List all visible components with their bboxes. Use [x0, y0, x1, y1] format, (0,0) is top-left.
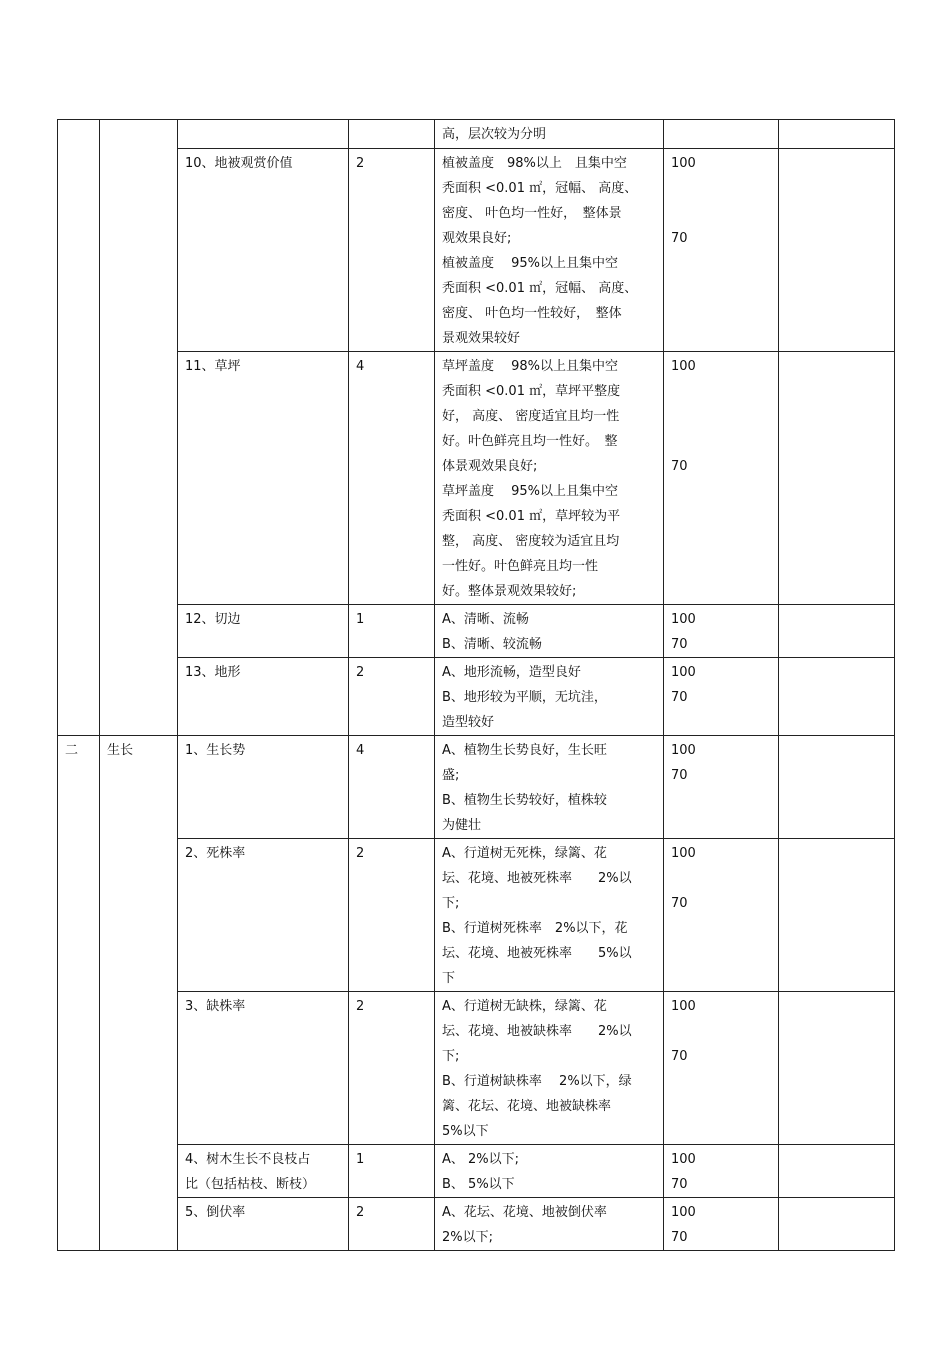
table-row — [58, 839, 895, 992]
weight-text: 2 — [356, 665, 365, 680]
weight-cell — [349, 120, 435, 149]
standard-cell — [435, 1198, 664, 1251]
weight-text: 1 — [356, 612, 365, 627]
remark-cell — [779, 1198, 895, 1251]
weight-cell — [349, 352, 435, 605]
weight-text: 1 — [356, 1152, 365, 1167]
standard-text: A、行道树无死株，绿篱、花 坛、花境、地被死株率 2%以 下; B、行道树死株率 2%以下，花 坛、花境、地被死株率 5%以 下 — [442, 846, 632, 986]
weight-text: 4 — [356, 743, 365, 758]
item-text: 4、树木生长不良枝占 比（包括枯枝、断枝） — [185, 1152, 316, 1192]
weight-text: 4 — [356, 359, 365, 374]
score-text: 100 70 — [671, 743, 696, 783]
table-row — [58, 736, 895, 839]
item-text: 11、草坪 — [185, 359, 241, 374]
score-text: 100 70 — [671, 665, 696, 705]
item-text: 1、生长势 — [185, 743, 246, 758]
item-text: 12、切边 — [185, 612, 241, 627]
weight-cell — [349, 605, 435, 658]
score-cell — [664, 658, 779, 736]
remark-cell — [779, 658, 895, 736]
remark-cell — [779, 149, 895, 352]
section-number: 二 — [65, 743, 79, 758]
score-text: 100 70 — [671, 999, 696, 1064]
standard-text: 草坪盖度 98%以上且集中空 秃面积 <0.01 ㎡，草坪平整度 好， 高度、 密度适宜且均一性 好。叶色鲜亮且均一性好。 整 体景观效果良好; 草坪盖度 95%以上且集中空 秃面积 <0.01 ㎡，草坪较为平 整， 高度、 密度较为适宜且均 一性好。叶色鲜亮且均一性 好。整体景观效果较好; — [442, 359, 621, 599]
weight-text: 2 — [356, 846, 365, 861]
table-row — [58, 352, 895, 605]
item-cell — [178, 1145, 349, 1198]
weight-cell — [349, 736, 435, 839]
section-category: 生长 — [107, 743, 134, 758]
table-row — [58, 1145, 895, 1198]
item-cell — [178, 658, 349, 736]
standard-text: A、 2%以下; B、 5%以下 — [442, 1152, 520, 1192]
weight-cell — [349, 1198, 435, 1251]
score-cell — [664, 605, 779, 658]
standard-cell — [435, 1145, 664, 1198]
remark-cell — [779, 352, 895, 605]
score-cell — [664, 839, 779, 992]
score-text: 100 70 — [671, 156, 696, 246]
item-cell — [178, 605, 349, 658]
score-text: 100 70 — [671, 1152, 696, 1192]
standard-text: A、花坛、花境、地被倒伏率 2%以下; — [442, 1205, 607, 1245]
weight-cell — [349, 1145, 435, 1198]
standard-cell — [435, 839, 664, 992]
section-category-cell — [100, 736, 178, 1251]
remark-cell — [779, 736, 895, 839]
standard-cell — [435, 352, 664, 605]
remark-cell — [779, 839, 895, 992]
col-category-cell — [100, 120, 178, 736]
standard-text: A、清晰、流畅 B、清晰、较流畅 — [442, 612, 542, 652]
weight-text: 2 — [356, 1205, 365, 1220]
table-row — [58, 992, 895, 1145]
standard-cell — [435, 992, 664, 1145]
table-row — [58, 605, 895, 658]
standard-cell — [435, 736, 664, 839]
remark-cell — [779, 605, 895, 658]
item-cell — [178, 1198, 349, 1251]
score-cell — [664, 992, 779, 1145]
evaluation-table — [57, 119, 895, 1251]
weight-cell — [349, 658, 435, 736]
table-row — [58, 149, 895, 352]
item-cell — [178, 120, 349, 149]
item-cell — [178, 839, 349, 992]
weight-cell — [349, 839, 435, 992]
table-row — [58, 120, 895, 149]
standard-text: A、行道树无缺株，绿篱、花 坛、花境、地被缺株率 2%以 下; B、行道树缺株率 2%以下，绿 篱、花坛、花境、地被缺株率 5%以下 — [442, 999, 632, 1139]
standard-cell — [435, 658, 664, 736]
remark-cell — [779, 1145, 895, 1198]
weight-cell — [349, 992, 435, 1145]
standard-cell — [435, 149, 664, 352]
item-cell — [178, 149, 349, 352]
item-cell — [178, 352, 349, 605]
section-number-cell — [58, 736, 100, 1251]
score-cell — [664, 120, 779, 149]
standard-text: 高，层次较为分明 — [442, 127, 547, 142]
weight-text: 2 — [356, 999, 365, 1014]
standard-text: A、植物生长势良好，生长旺 盛; B、植物生长势较好，植株较 为健壮 — [442, 743, 607, 833]
item-text: 13、地形 — [185, 665, 241, 680]
table-row — [58, 658, 895, 736]
item-cell — [178, 992, 349, 1145]
score-text: 100 70 — [671, 1205, 696, 1245]
standard-text: A、地形流畅，造型良好 B、地形较为平顺，无坑洼， 造型较好 — [442, 665, 607, 730]
remark-cell — [779, 992, 895, 1145]
weight-text: 2 — [356, 156, 365, 171]
score-cell — [664, 352, 779, 605]
score-cell — [664, 1198, 779, 1251]
weight-cell — [349, 149, 435, 352]
score-text: 100 70 — [671, 612, 696, 652]
item-text: 3、缺株率 — [185, 999, 246, 1014]
item-text: 5、倒伏率 — [185, 1205, 246, 1220]
table-row — [58, 1198, 895, 1251]
standard-text: 植被盖度 98%以上 且集中空 秃面积 <0.01 ㎡，冠幅、 高度、 密度、 叶色均一性好， 整体景 观效果良好; 植被盖度 95%以上且集中空 秃面积 <0.01 ㎡，冠幅、 高度、 密度、 叶色均一性较好， 整体 景观效果较好 — [442, 156, 638, 346]
item-cell — [178, 736, 349, 839]
score-text: 100 70 — [671, 846, 696, 911]
score-cell — [664, 1145, 779, 1198]
score-text: 100 70 — [671, 359, 696, 474]
score-cell — [664, 149, 779, 352]
score-cell — [664, 736, 779, 839]
remark-cell — [779, 120, 895, 149]
item-text: 2、死株率 — [185, 846, 246, 861]
col-number-cell — [58, 120, 100, 736]
standard-cell — [435, 120, 664, 149]
item-text: 10、地被观赏价值 — [185, 156, 293, 171]
standard-cell — [435, 605, 664, 658]
